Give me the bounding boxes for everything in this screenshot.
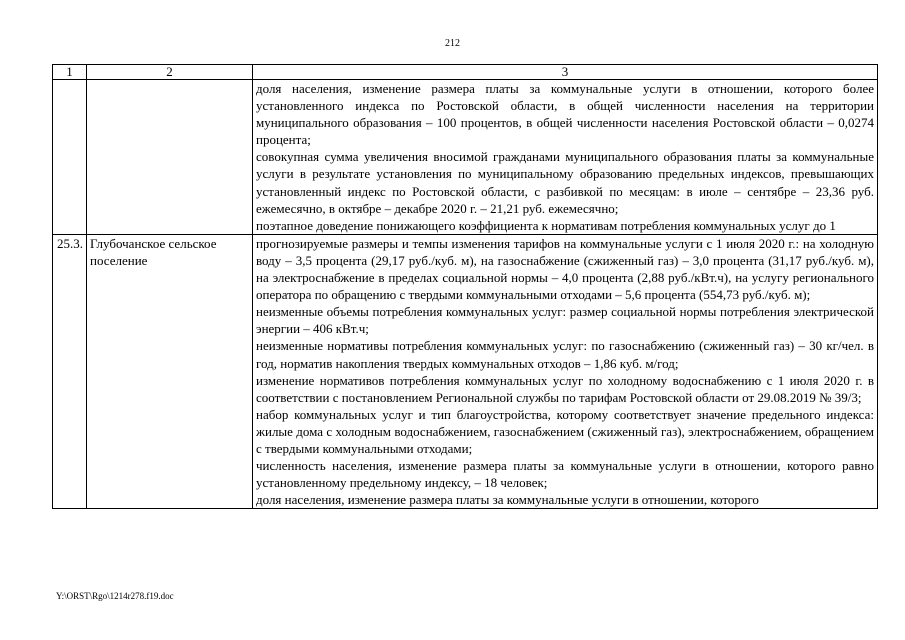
- paragraph: прогнозируемые размеры и темпы изменения тарифов на коммунальные услуги с 1 июля 2020 г.: на холодную воду – 3,5 процента (29,17 руб./куб. м), на газоснабжение (сжиженный газ) – 3,0 процента (31,17 руб./куб. м), на электроснабжение в пределах социальной нормы – 4,0 процента (2,88 руб./кВт.ч), на услугу регионального оператора по обращению с твердыми коммунальными отходами – 5,6 процента (554,73 руб./куб. м);: [256, 235, 874, 303]
- file-path-footer: Y:\ORST\Rgo\1214r278.f19.doc: [56, 591, 174, 601]
- column-header-2: 2: [87, 65, 253, 80]
- paragraph: изменение нормативов потребления коммунальных услуг по холодному водоснабжению с 1 июля 2020 г. в соответствии с постановлением Региональной службы по тарифам Ростовской области от 29.08.2019 № 39/3;: [256, 372, 874, 405]
- document-table: [52, 64, 878, 509]
- paragraph: численность населения, изменение размера платы за коммунальные услуги в отношении, которого равно установленному предельному индексу, – 18 человек;: [256, 458, 874, 491]
- paragraph: поэтапное доведение понижающего коэффициента к нормативам потребления коммунальных услуг до 1: [256, 217, 836, 233]
- paragraph: доля населения, изменение размера платы за коммунальные услуги в отношении, которого более установленного индекса по Ростовской области, в общей численности населения на территории муниципального образования – 100 процентов, в общей численности населения Ростовской области – 0,0274 процента;: [256, 81, 874, 148]
- row-description: [253, 234, 878, 509]
- row-description: [253, 80, 878, 235]
- row-settlement-name: Глубочанское сельское поселение: [87, 234, 253, 509]
- table-header-row: [53, 65, 878, 80]
- row-settlement-name: [87, 80, 253, 235]
- page-number: 212: [445, 38, 460, 49]
- paragraph: набор коммунальных услуг и тип благоустройства, которому соответствует значение предельного индекса: жилые дома с холодным водоснабжением, газоснабжением (сжиженный газ), электроснабжением, обращением с твердыми коммунальными отходами;: [256, 406, 874, 456]
- table-row: [53, 80, 878, 235]
- column-header-1: 1: [53, 65, 87, 80]
- row-number: 25.3.: [53, 234, 87, 509]
- paragraph: совокупная сумма увеличения вносимой гражданами муниципального образования платы за коммунальные услуги в результате установления по муниципальному образованию предельных индексов, превышающих установленный индекс по Ростовской области, с разбивкой по месяцам: в июле – сентябре – 23,36 руб. ежемесячно, в октябре – декабре 2020 г. – 21,21 руб. ежемесячно;: [256, 149, 874, 216]
- paragraph: доля населения, изменение размера платы за коммунальные услуги в отношении, которого: [256, 492, 759, 508]
- row-number: [53, 80, 87, 235]
- table-row: [53, 234, 878, 509]
- column-header-3: 3: [253, 65, 878, 80]
- paragraph: неизменные объемы потребления коммунальных услуг: размер социальной нормы потребления электрической энергии – 406 кВт.ч;: [256, 304, 874, 337]
- paragraph: неизменные нормативы потребления коммунальных услуг: по газоснабжению (сжиженный газ) – 30 кг/чел. в год, норматив накопления твердых коммунальных отходов – 1,86 куб. м/год;: [256, 338, 874, 371]
